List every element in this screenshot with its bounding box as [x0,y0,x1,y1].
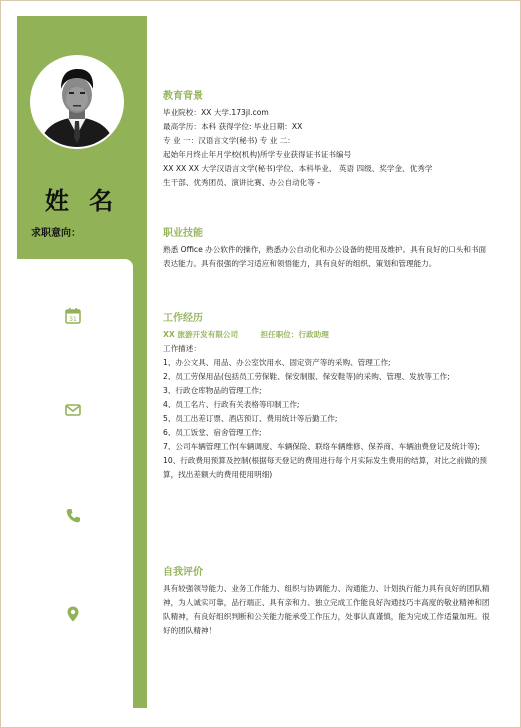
work-item: 6、员工饭堂、宿舍管理工作; [163,428,262,437]
edu-line: 起始年月终止年月学校(机构)所学专业获得证书证书编号 [163,150,352,159]
work-desc-label: 工作描述： [163,344,201,353]
sidebar [17,16,147,708]
svg-text:31: 31 [69,316,77,323]
edu-line: 生干部、优秀团员、演讲比赛、办公自动化等 - [163,178,321,187]
work-item: 5、员工出差订票、酒店预订、费用统计等后勤工作; [163,414,338,423]
company-name: XX 旅游开发有限公司 [163,330,239,339]
portrait-image [32,57,122,147]
edu-line: 最高学历：本科 获得学位: 毕业日期：XX [163,122,303,131]
work-item: 4、员工名片、行政有关表格等印制工作; [163,400,300,409]
position-title: 担任职位：行政助理 [260,330,329,339]
contact-card [17,259,133,720]
section-title: 教育背景 [163,91,203,102]
evaluation-text: 具有较强领导能力、业务工作能力、组织与协调能力、沟通能力、计划执行能力具有良好的团队精神，为人诚实可靠，品行端正、具有亲和力、独立完成工作能良好沟通技巧丰高度的敬业精神和团队精神，有良好组织判断和公关能力能承受工作压力，处事认真谨慎，能为完成工作适量加班。很好的团队精神！ [163,584,490,635]
work-item: 2、员工劳保用品(包括员工劳保鞋、保安制服、保安鞋等)的采购、管理、发放等工作; [163,372,450,381]
section-title: 职业技能 [163,228,203,239]
phone-icon [64,507,82,525]
work-item: 7、公司车辆管理工作(车辆调度、车辆保险、联络车辆维修、保养商、车辆油费登记及统计等); [163,442,481,451]
edu-line: XX XX XX 大学汉语言文学(秘书)学位、本科毕业、 英语 四级、奖学金、优秀学 [163,164,433,173]
work-item: 3、行政仓库物品的管理工作; [163,386,262,395]
edu-line: 毕业院校：XX 大学.173jl.com [163,108,269,117]
work-header [163,328,493,342]
edu-line: 专 业 一：汉语言文学(秘书) 专 业 二： [163,136,295,145]
mail-icon [64,401,82,419]
work-item: 1、办公文具、用品、办公室饮用水、固定资产等的采购、管理工作; [163,358,391,367]
avatar [32,57,122,147]
education-section [163,87,493,190]
location-icon [64,605,82,623]
evaluation-section [163,563,493,638]
skills-text: 熟悉 Office 办公软件的操作，熟悉办公自动化和办公设备的使用及维护。具有良好的口头和书面表达能力。具有很强的学习适应和领悟能力，具有良好的组织、策划和管理能力。 [163,245,487,268]
applicant-name: 姓 名 [44,187,120,215]
job-intent-label: 求职意向： [31,228,81,239]
calendar-icon [64,307,82,325]
work-item: 10、行政费用预算及控制(根据每天登记的费用进行每个月实际发生费用的结算，对比之前做的预算，找出差额大的费用使用明细) [163,456,487,479]
section-title: 自我评价 [163,567,203,578]
section-title: 工作经历 [163,313,203,324]
skills-section [163,224,493,271]
work-section [163,309,493,482]
